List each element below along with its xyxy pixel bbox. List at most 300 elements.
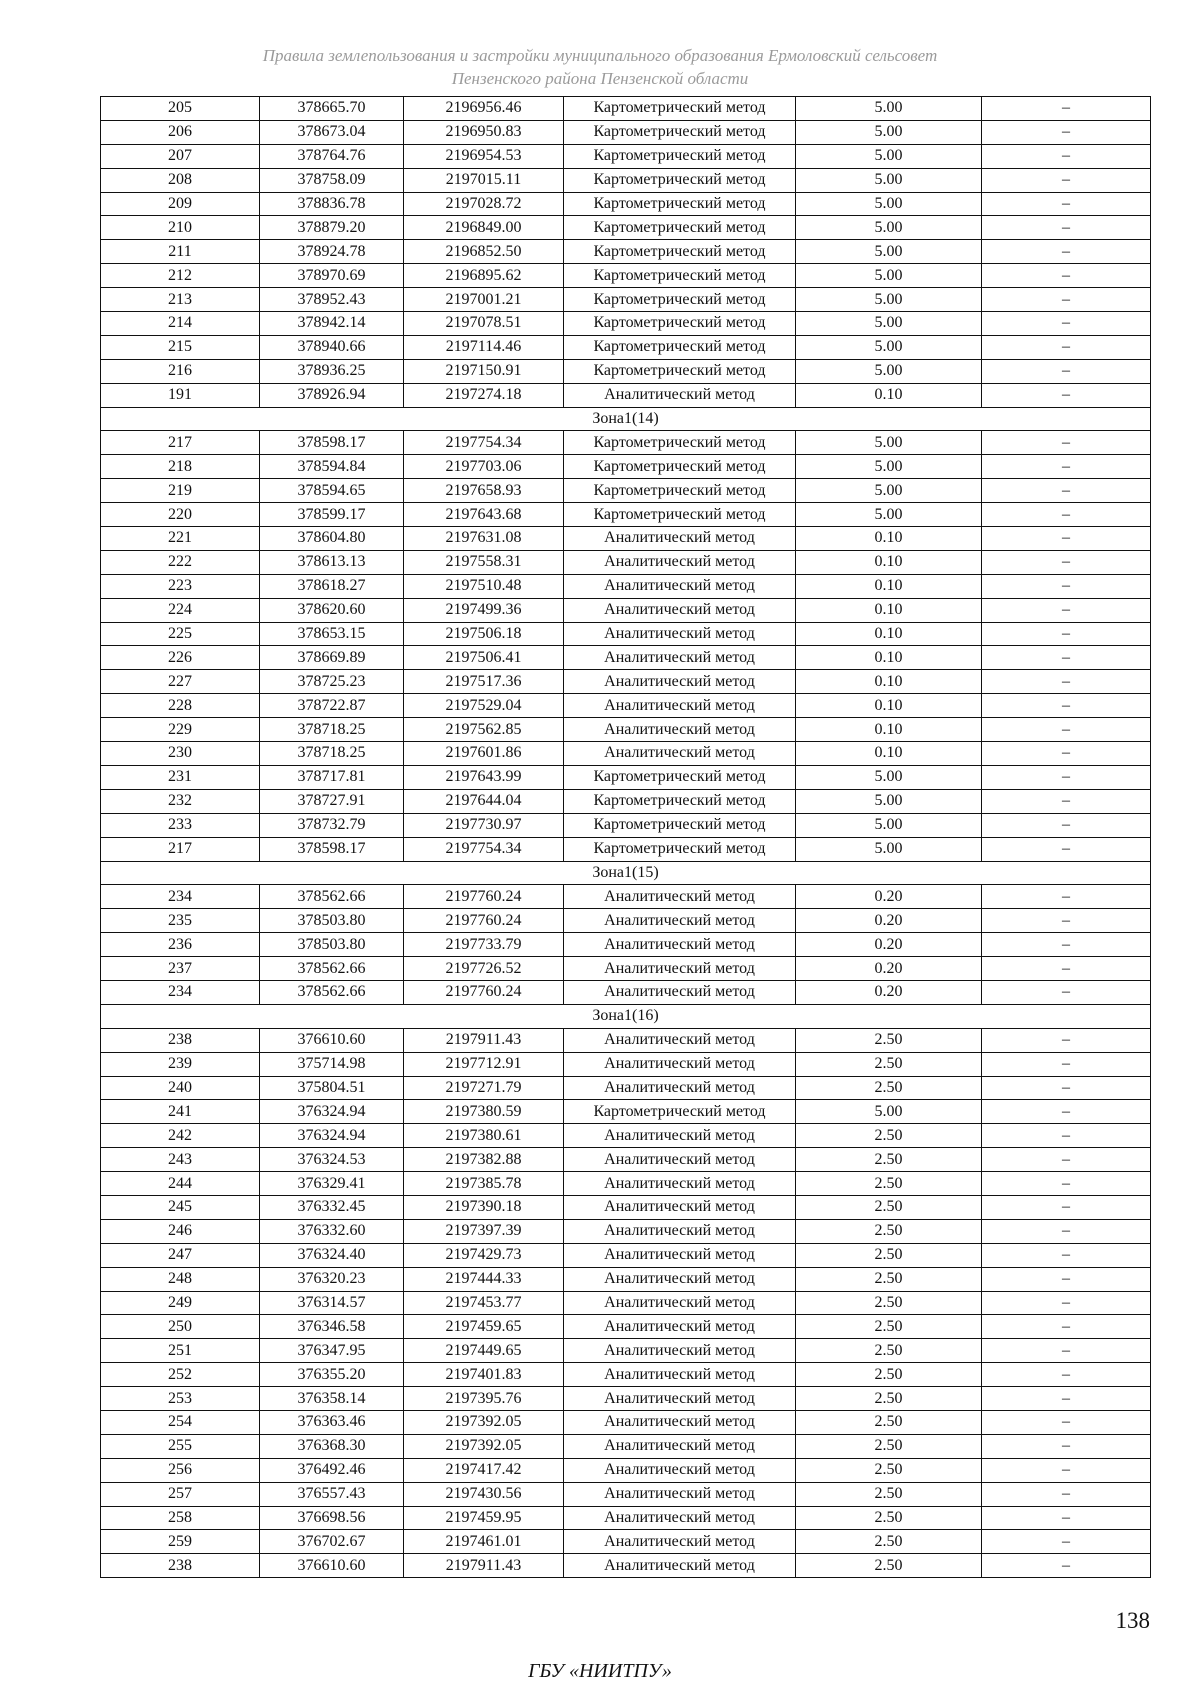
method-cell: Картометрический метод xyxy=(564,120,796,144)
accuracy-cell: 0.20 xyxy=(796,933,982,957)
accuracy-cell: 0.10 xyxy=(796,670,982,694)
x-coordinate-cell: 376332.60 xyxy=(260,1219,404,1243)
method-cell: Аналитический метод xyxy=(564,1530,796,1554)
table-row xyxy=(101,1363,1151,1387)
method-cell: Аналитический метод xyxy=(564,1339,796,1363)
table-row xyxy=(101,1124,1151,1148)
table-row xyxy=(101,1434,1151,1458)
note-cell: – xyxy=(982,168,1151,192)
y-coordinate-cell: 2197658.93 xyxy=(404,479,564,503)
accuracy-cell: 2.50 xyxy=(796,1291,982,1315)
x-coordinate-cell: 376314.57 xyxy=(260,1291,404,1315)
point-number-cell: 237 xyxy=(101,957,260,981)
method-cell: Аналитический метод xyxy=(564,980,796,1004)
table-row xyxy=(101,933,1151,957)
point-number-cell: 232 xyxy=(101,789,260,813)
method-cell: Аналитический метод xyxy=(564,383,796,407)
note-cell: – xyxy=(982,1100,1151,1124)
method-cell: Аналитический метод xyxy=(564,1172,796,1196)
point-number-cell: 234 xyxy=(101,885,260,909)
note-cell: – xyxy=(982,1195,1151,1219)
note-cell: – xyxy=(982,264,1151,288)
method-cell: Аналитический метод xyxy=(564,670,796,694)
point-number-cell: 259 xyxy=(101,1530,260,1554)
point-number-cell: 241 xyxy=(101,1100,260,1124)
accuracy-cell: 0.10 xyxy=(796,694,982,718)
note-cell: – xyxy=(982,120,1151,144)
x-coordinate-cell: 375804.51 xyxy=(260,1076,404,1100)
x-coordinate-cell: 376347.95 xyxy=(260,1339,404,1363)
accuracy-cell: 5.00 xyxy=(796,455,982,479)
point-number-cell: 239 xyxy=(101,1052,260,1076)
table-row xyxy=(101,694,1151,718)
method-cell: Аналитический метод xyxy=(564,574,796,598)
table-row xyxy=(101,97,1151,121)
method-cell: Аналитический метод xyxy=(564,1363,796,1387)
x-coordinate-cell: 378727.91 xyxy=(260,789,404,813)
method-cell: Аналитический метод xyxy=(564,550,796,574)
note-cell: – xyxy=(982,1339,1151,1363)
table-row xyxy=(101,1267,1151,1291)
x-coordinate-cell: 378562.66 xyxy=(260,980,404,1004)
y-coordinate-cell: 2197461.01 xyxy=(404,1530,564,1554)
point-number-cell: 205 xyxy=(101,97,260,121)
y-coordinate-cell: 2197631.08 xyxy=(404,527,564,551)
point-number-cell: 243 xyxy=(101,1148,260,1172)
note-cell: – xyxy=(982,1219,1151,1243)
note-cell: – xyxy=(982,837,1151,861)
note-cell: – xyxy=(982,359,1151,383)
table-row xyxy=(101,622,1151,646)
note-cell: – xyxy=(982,1243,1151,1267)
accuracy-cell: 5.00 xyxy=(796,789,982,813)
note-cell: – xyxy=(982,1172,1151,1196)
x-coordinate-cell: 378562.66 xyxy=(260,957,404,981)
method-cell: Аналитический метод xyxy=(564,742,796,766)
x-coordinate-cell: 378598.17 xyxy=(260,837,404,861)
point-number-cell: 222 xyxy=(101,550,260,574)
header-line-2: Пензенского района Пензенской области xyxy=(451,69,749,88)
method-cell: Картометрический метод xyxy=(564,765,796,789)
note-cell: – xyxy=(982,192,1151,216)
x-coordinate-cell: 378926.94 xyxy=(260,383,404,407)
point-number-cell: 245 xyxy=(101,1195,260,1219)
y-coordinate-cell: 2197392.05 xyxy=(404,1410,564,1434)
table-row xyxy=(101,359,1151,383)
table-row xyxy=(101,312,1151,336)
x-coordinate-cell: 378717.81 xyxy=(260,765,404,789)
y-coordinate-cell: 2196895.62 xyxy=(404,264,564,288)
note-cell: – xyxy=(982,1363,1151,1387)
point-number-cell: 244 xyxy=(101,1172,260,1196)
point-number-cell: 236 xyxy=(101,933,260,957)
note-cell: – xyxy=(982,957,1151,981)
note-cell: – xyxy=(982,479,1151,503)
y-coordinate-cell: 2196956.46 xyxy=(404,97,564,121)
note-cell: – xyxy=(982,1530,1151,1554)
y-coordinate-cell: 2197760.24 xyxy=(404,909,564,933)
table-row xyxy=(101,718,1151,742)
accuracy-cell: 2.50 xyxy=(796,1387,982,1411)
table-row xyxy=(101,383,1151,407)
method-cell: Картометрический метод xyxy=(564,168,796,192)
accuracy-cell: 5.00 xyxy=(796,264,982,288)
note-cell: – xyxy=(982,885,1151,909)
accuracy-cell: 2.50 xyxy=(796,1076,982,1100)
table-row xyxy=(101,789,1151,813)
y-coordinate-cell: 2197430.56 xyxy=(404,1482,564,1506)
method-cell: Аналитический метод xyxy=(564,1052,796,1076)
note-cell: – xyxy=(982,1315,1151,1339)
table-row xyxy=(101,144,1151,168)
table-row xyxy=(101,550,1151,574)
y-coordinate-cell: 2197754.34 xyxy=(404,837,564,861)
y-coordinate-cell: 2197459.95 xyxy=(404,1506,564,1530)
table-row xyxy=(101,1530,1151,1554)
x-coordinate-cell: 376610.60 xyxy=(260,1028,404,1052)
x-coordinate-cell: 378718.25 xyxy=(260,742,404,766)
table-row xyxy=(101,1506,1151,1530)
method-cell: Аналитический метод xyxy=(564,1219,796,1243)
x-coordinate-cell: 378598.17 xyxy=(260,431,404,455)
point-number-cell: 206 xyxy=(101,120,260,144)
y-coordinate-cell: 2197601.86 xyxy=(404,742,564,766)
accuracy-cell: 2.50 xyxy=(796,1243,982,1267)
point-number-cell: 216 xyxy=(101,359,260,383)
x-coordinate-cell: 378669.89 xyxy=(260,646,404,670)
point-number-cell: 230 xyxy=(101,742,260,766)
point-number-cell: 225 xyxy=(101,622,260,646)
point-number-cell: 250 xyxy=(101,1315,260,1339)
table-row xyxy=(101,957,1151,981)
table-row xyxy=(101,1339,1151,1363)
x-coordinate-cell: 378562.66 xyxy=(260,885,404,909)
zone-header-row xyxy=(101,407,1151,431)
page-footer: ГБУ «НИИТПУ» xyxy=(528,1660,672,1682)
method-cell: Аналитический метод xyxy=(564,1148,796,1172)
y-coordinate-cell: 2197911.43 xyxy=(404,1554,564,1578)
accuracy-cell: 0.10 xyxy=(796,550,982,574)
accuracy-cell: 5.00 xyxy=(796,479,982,503)
point-number-cell: 213 xyxy=(101,288,260,312)
accuracy-cell: 0.10 xyxy=(796,646,982,670)
accuracy-cell: 0.10 xyxy=(796,622,982,646)
zone-header-row xyxy=(101,1004,1151,1028)
table-row xyxy=(101,1219,1151,1243)
table-row xyxy=(101,1387,1151,1411)
y-coordinate-cell: 2197506.41 xyxy=(404,646,564,670)
note-cell: – xyxy=(982,909,1151,933)
accuracy-cell: 2.50 xyxy=(796,1530,982,1554)
accuracy-cell: 5.00 xyxy=(796,837,982,861)
table-row xyxy=(101,120,1151,144)
x-coordinate-cell: 378836.78 xyxy=(260,192,404,216)
note-cell: – xyxy=(982,1076,1151,1100)
x-coordinate-cell: 378618.27 xyxy=(260,574,404,598)
point-number-cell: 220 xyxy=(101,503,260,527)
accuracy-cell: 5.00 xyxy=(796,120,982,144)
table-row xyxy=(101,885,1151,909)
note-cell: – xyxy=(982,813,1151,837)
method-cell: Картометрический метод xyxy=(564,455,796,479)
method-cell: Аналитический метод xyxy=(564,1195,796,1219)
accuracy-cell: 5.00 xyxy=(796,431,982,455)
point-number-cell: 224 xyxy=(101,598,260,622)
y-coordinate-cell: 2197150.91 xyxy=(404,359,564,383)
y-coordinate-cell: 2197499.36 xyxy=(404,598,564,622)
method-cell: Аналитический метод xyxy=(564,1458,796,1482)
y-coordinate-cell: 2197380.61 xyxy=(404,1124,564,1148)
method-cell: Картометрический метод xyxy=(564,837,796,861)
point-number-cell: 218 xyxy=(101,455,260,479)
y-coordinate-cell: 2197417.42 xyxy=(404,1458,564,1482)
method-cell: Аналитический метод xyxy=(564,527,796,551)
point-number-cell: 214 xyxy=(101,312,260,336)
method-cell: Аналитический метод xyxy=(564,1267,796,1291)
accuracy-cell: 2.50 xyxy=(796,1458,982,1482)
table-row xyxy=(101,598,1151,622)
note-cell: – xyxy=(982,574,1151,598)
method-cell: Картометрический метод xyxy=(564,503,796,527)
coordinates-table-body xyxy=(101,97,1151,1578)
point-number-cell: 256 xyxy=(101,1458,260,1482)
table-row xyxy=(101,574,1151,598)
method-cell: Аналитический метод xyxy=(564,1076,796,1100)
note-cell: – xyxy=(982,646,1151,670)
x-coordinate-cell: 378665.70 xyxy=(260,97,404,121)
accuracy-cell: 5.00 xyxy=(796,359,982,383)
point-number-cell: 254 xyxy=(101,1410,260,1434)
method-cell: Картометрический метод xyxy=(564,264,796,288)
x-coordinate-cell: 376346.58 xyxy=(260,1315,404,1339)
table-row xyxy=(101,288,1151,312)
y-coordinate-cell: 2197449.65 xyxy=(404,1339,564,1363)
accuracy-cell: 2.50 xyxy=(796,1363,982,1387)
note-cell: – xyxy=(982,1434,1151,1458)
point-number-cell: 223 xyxy=(101,574,260,598)
method-cell: Картометрический метод xyxy=(564,192,796,216)
y-coordinate-cell: 2197382.88 xyxy=(404,1148,564,1172)
method-cell: Картометрический метод xyxy=(564,97,796,121)
y-coordinate-cell: 2197078.51 xyxy=(404,312,564,336)
accuracy-cell: 2.50 xyxy=(796,1124,982,1148)
note-cell: – xyxy=(982,1410,1151,1434)
point-number-cell: 228 xyxy=(101,694,260,718)
y-coordinate-cell: 2197001.21 xyxy=(404,288,564,312)
note-cell: – xyxy=(982,527,1151,551)
note-cell: – xyxy=(982,1124,1151,1148)
x-coordinate-cell: 378594.84 xyxy=(260,455,404,479)
point-number-cell: 211 xyxy=(101,240,260,264)
page-number: 138 xyxy=(1115,1608,1150,1633)
table-row xyxy=(101,765,1151,789)
note-cell: – xyxy=(982,1458,1151,1482)
accuracy-cell: 2.50 xyxy=(796,1028,982,1052)
accuracy-cell: 2.50 xyxy=(796,1195,982,1219)
x-coordinate-cell: 378673.04 xyxy=(260,120,404,144)
point-number-cell: 253 xyxy=(101,1387,260,1411)
y-coordinate-cell: 2196849.00 xyxy=(404,216,564,240)
method-cell: Аналитический метод xyxy=(564,718,796,742)
note-cell: – xyxy=(982,1387,1151,1411)
table-row xyxy=(101,1076,1151,1100)
method-cell: Картометрический метод xyxy=(564,312,796,336)
accuracy-cell: 2.50 xyxy=(796,1315,982,1339)
x-coordinate-cell: 376610.60 xyxy=(260,1554,404,1578)
point-number-cell: 257 xyxy=(101,1482,260,1506)
method-cell: Аналитический метод xyxy=(564,1506,796,1530)
note-cell: – xyxy=(982,312,1151,336)
method-cell: Аналитический метод xyxy=(564,622,796,646)
point-number-cell: 212 xyxy=(101,264,260,288)
point-number-cell: 219 xyxy=(101,479,260,503)
table-row xyxy=(101,431,1151,455)
header-line-1: Правила землепользования и застройки муниципального образования Ермоловский сельсовет xyxy=(262,46,938,65)
point-number-cell: 217 xyxy=(101,431,260,455)
table-row xyxy=(101,1554,1151,1578)
method-cell: Картометрический метод xyxy=(564,144,796,168)
point-number-cell: 234 xyxy=(101,980,260,1004)
x-coordinate-cell: 378718.25 xyxy=(260,718,404,742)
y-coordinate-cell: 2196954.53 xyxy=(404,144,564,168)
point-number-cell: 207 xyxy=(101,144,260,168)
zone-header-row xyxy=(101,861,1151,885)
note-cell: – xyxy=(982,1267,1151,1291)
accuracy-cell: 2.50 xyxy=(796,1410,982,1434)
accuracy-cell: 0.20 xyxy=(796,909,982,933)
method-cell: Картометрический метод xyxy=(564,479,796,503)
x-coordinate-cell: 378758.09 xyxy=(260,168,404,192)
accuracy-cell: 5.00 xyxy=(796,312,982,336)
point-number-cell: 252 xyxy=(101,1363,260,1387)
table-row xyxy=(101,455,1151,479)
y-coordinate-cell: 2197028.72 xyxy=(404,192,564,216)
y-coordinate-cell: 2197754.34 xyxy=(404,431,564,455)
accuracy-cell: 0.10 xyxy=(796,598,982,622)
table-row xyxy=(101,1458,1151,1482)
note-cell: – xyxy=(982,144,1151,168)
x-coordinate-cell: 376355.20 xyxy=(260,1363,404,1387)
accuracy-cell: 0.20 xyxy=(796,980,982,1004)
table-row xyxy=(101,240,1151,264)
table-row xyxy=(101,1052,1151,1076)
note-cell: – xyxy=(982,742,1151,766)
note-cell: – xyxy=(982,455,1151,479)
accuracy-cell: 2.50 xyxy=(796,1554,982,1578)
table-row xyxy=(101,909,1151,933)
y-coordinate-cell: 2197390.18 xyxy=(404,1195,564,1219)
method-cell: Картометрический метод xyxy=(564,1100,796,1124)
x-coordinate-cell: 378503.80 xyxy=(260,909,404,933)
y-coordinate-cell: 2197506.18 xyxy=(404,622,564,646)
method-cell: Картометрический метод xyxy=(564,335,796,359)
accuracy-cell: 2.50 xyxy=(796,1482,982,1506)
x-coordinate-cell: 378722.87 xyxy=(260,694,404,718)
accuracy-cell: 5.00 xyxy=(796,216,982,240)
y-coordinate-cell: 2196852.50 xyxy=(404,240,564,264)
method-cell: Аналитический метод xyxy=(564,1291,796,1315)
accuracy-cell: 2.50 xyxy=(796,1506,982,1530)
x-coordinate-cell: 378924.78 xyxy=(260,240,404,264)
point-number-cell: 229 xyxy=(101,718,260,742)
accuracy-cell: 5.00 xyxy=(796,97,982,121)
table-row xyxy=(101,1172,1151,1196)
x-coordinate-cell: 376358.14 xyxy=(260,1387,404,1411)
note-cell: – xyxy=(982,1554,1151,1578)
method-cell: Картометрический метод xyxy=(564,789,796,813)
x-coordinate-cell: 376332.45 xyxy=(260,1195,404,1219)
point-number-cell: 249 xyxy=(101,1291,260,1315)
y-coordinate-cell: 2197760.24 xyxy=(404,885,564,909)
x-coordinate-cell: 376698.56 xyxy=(260,1506,404,1530)
x-coordinate-cell: 378503.80 xyxy=(260,933,404,957)
point-number-cell: 246 xyxy=(101,1219,260,1243)
x-coordinate-cell: 378599.17 xyxy=(260,503,404,527)
point-number-cell: 208 xyxy=(101,168,260,192)
x-coordinate-cell: 376702.67 xyxy=(260,1530,404,1554)
table-row xyxy=(101,646,1151,670)
method-cell: Картометрический метод xyxy=(564,359,796,383)
table-row xyxy=(101,192,1151,216)
accuracy-cell: 0.10 xyxy=(796,527,982,551)
accuracy-cell: 5.00 xyxy=(796,503,982,527)
point-number-cell: 226 xyxy=(101,646,260,670)
method-cell: Аналитический метод xyxy=(564,1482,796,1506)
table-row xyxy=(101,503,1151,527)
note-cell: – xyxy=(982,288,1151,312)
y-coordinate-cell: 2197730.97 xyxy=(404,813,564,837)
accuracy-cell: 2.50 xyxy=(796,1434,982,1458)
y-coordinate-cell: 2197703.06 xyxy=(404,455,564,479)
table-row xyxy=(101,216,1151,240)
accuracy-cell: 2.50 xyxy=(796,1172,982,1196)
y-coordinate-cell: 2197274.18 xyxy=(404,383,564,407)
note-cell: – xyxy=(982,503,1151,527)
table-row xyxy=(101,1100,1151,1124)
point-number-cell: 227 xyxy=(101,670,260,694)
table-row xyxy=(101,168,1151,192)
zone-label: Зона1(14) xyxy=(101,407,1151,431)
accuracy-cell: 0.10 xyxy=(796,742,982,766)
accuracy-cell: 5.00 xyxy=(796,192,982,216)
y-coordinate-cell: 2197644.04 xyxy=(404,789,564,813)
y-coordinate-cell: 2197459.65 xyxy=(404,1315,564,1339)
y-coordinate-cell: 2197712.91 xyxy=(404,1052,564,1076)
y-coordinate-cell: 2197643.99 xyxy=(404,765,564,789)
y-coordinate-cell: 2197726.52 xyxy=(404,957,564,981)
y-coordinate-cell: 2197453.77 xyxy=(404,1291,564,1315)
method-cell: Аналитический метод xyxy=(564,1387,796,1411)
accuracy-cell: 2.50 xyxy=(796,1267,982,1291)
method-cell: Картометрический метод xyxy=(564,240,796,264)
y-coordinate-cell: 2197911.43 xyxy=(404,1028,564,1052)
coordinates-table xyxy=(100,96,1151,1578)
point-number-cell: 215 xyxy=(101,335,260,359)
x-coordinate-cell: 378942.14 xyxy=(260,312,404,336)
accuracy-cell: 2.50 xyxy=(796,1339,982,1363)
x-coordinate-cell: 378653.15 xyxy=(260,622,404,646)
x-coordinate-cell: 378732.79 xyxy=(260,813,404,837)
method-cell: Аналитический метод xyxy=(564,1315,796,1339)
x-coordinate-cell: 378764.76 xyxy=(260,144,404,168)
table-row xyxy=(101,1195,1151,1219)
table-row xyxy=(101,670,1151,694)
point-number-cell: 221 xyxy=(101,527,260,551)
point-number-cell: 251 xyxy=(101,1339,260,1363)
x-coordinate-cell: 376324.94 xyxy=(260,1100,404,1124)
method-cell: Аналитический метод xyxy=(564,1028,796,1052)
note-cell: – xyxy=(982,1028,1151,1052)
